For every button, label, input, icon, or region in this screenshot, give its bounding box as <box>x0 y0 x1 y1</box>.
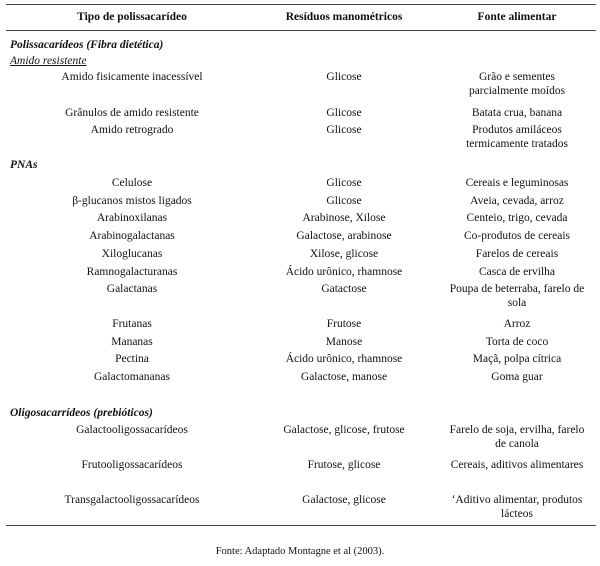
section-polissacarideos: Polissacarídeos (Fibra dietética) <box>10 39 164 51</box>
cell-fonte: Cereais, aditivos alimentares <box>450 459 584 471</box>
cell-fonte-line: Farelo de soja, ervilha, farelo <box>449 424 585 436</box>
cell-residuos: Glicose <box>326 107 362 119</box>
cell-residuos: Manose <box>325 336 363 348</box>
cell-tipo: Galactooligossacarídeos <box>76 424 188 436</box>
cell-tipo: Arabinoxilanas <box>96 212 168 224</box>
table-header-rule <box>6 30 596 31</box>
cell-fonte-line: lácteos <box>501 508 533 520</box>
cell-fonte: Maçã, polpa cítrica <box>472 353 562 365</box>
cell-fonte-line: parcialmente moídos <box>468 85 566 97</box>
cell-fonte-line: Poupa de beterraba, farelo de <box>449 283 585 295</box>
cell-fonte: Arroz <box>503 318 531 330</box>
cell-residuos: Ácido urônico, rhamnose <box>285 353 403 365</box>
cell-tipo: Transgalactooligossacarídeos <box>64 494 200 506</box>
table-source-caption: Fonte: Adaptado Montagne et al (2003). <box>215 546 385 557</box>
cell-residuos: Ácido urônico, rhamnose <box>285 266 403 278</box>
subsection-amido-resistente: Amido resistente <box>10 55 87 67</box>
cell-tipo: Celulose <box>111 177 153 189</box>
cell-residuos: Frutose <box>326 318 362 330</box>
table-top-rule <box>6 4 596 5</box>
cell-fonte: Co-produtos de cereais <box>463 230 571 242</box>
cell-fonte: Batata crua, banana <box>471 107 563 119</box>
cell-residuos: Xilose, glicose <box>309 248 379 260</box>
section-oligossacarideos: Oligosacarrídeos (prebióticos) <box>10 407 153 419</box>
cell-fonte: Aveia, cevada, arroz <box>470 195 564 207</box>
section-pnas: PNAs <box>10 159 38 171</box>
cell-tipo: Amido retrogrado <box>90 124 174 136</box>
cell-tipo: Grânulos de amido resistente <box>65 107 199 119</box>
cell-residuos: Galactose, glicose <box>302 494 386 506</box>
cell-tipo: Galactanas <box>106 283 158 295</box>
cell-residuos: Arabinose, Xilose <box>302 212 386 224</box>
cell-fonte-line: sola <box>507 297 527 309</box>
cell-tipo: β-glucanos mistos ligados <box>72 195 192 207</box>
cell-residuos: Glicose <box>326 124 362 136</box>
cell-tipo: Mananas <box>111 336 153 348</box>
cell-residuos: Galactose, arabinose <box>296 230 392 242</box>
cell-residuos: Glicose <box>326 177 362 189</box>
header-fonte: Fonte alimentar <box>477 11 557 23</box>
cell-tipo: Xiloglucanas <box>101 248 163 260</box>
header-residuos: Resíduos manométricos <box>285 11 403 23</box>
cell-tipo: Amido fisicamente inacessível <box>61 71 203 83</box>
cell-fonte-line: termicamente tratados <box>466 138 568 150</box>
cell-fonte <box>436 70 598 98</box>
cell-fonte <box>436 493 598 521</box>
cell-tipo: Galactomananas <box>94 371 170 383</box>
cell-tipo: Arabinogalactanas <box>89 230 175 242</box>
cell-fonte-line: Grão e sementes <box>479 71 555 83</box>
cell-tipo: Frutanas <box>112 318 152 330</box>
table-bottom-rule <box>6 525 596 526</box>
cell-fonte <box>436 282 598 310</box>
cell-fonte-line: ‘Aditivo alimentar, produtos <box>451 494 583 506</box>
cell-fonte: Goma guar <box>491 371 543 383</box>
cell-tipo: Frutooligossacarídeos <box>81 459 183 471</box>
cell-fonte: Casca de ervilha <box>479 266 555 278</box>
cell-tipo: Pectina <box>115 353 149 365</box>
cell-tipo: Ramnogalacturanas <box>86 266 178 278</box>
cell-fonte-line: de canola <box>495 438 539 450</box>
cell-fonte-line: Produtos amiláceos <box>472 124 562 136</box>
cell-fonte <box>436 123 598 151</box>
cell-residuos: Galactose, glicose, frutose <box>283 424 405 436</box>
cell-fonte: Torta de coco <box>485 336 549 348</box>
cell-residuos: Frutose, glicose <box>307 459 381 471</box>
cell-fonte: Centeio, trigo, cevada <box>466 212 568 224</box>
cell-fonte: Farelos de cereais <box>475 248 559 260</box>
header-tipo: Tipo de polissacarídeo <box>77 11 187 23</box>
cell-residuos: Glicose <box>326 71 362 83</box>
cell-residuos: Gatactose <box>321 283 367 295</box>
cell-residuos: Glicose <box>326 195 362 207</box>
cell-fonte <box>436 423 598 451</box>
cell-fonte: Cereais e leguminosas <box>465 177 569 189</box>
cell-residuos: Galactose, manose <box>300 371 388 383</box>
